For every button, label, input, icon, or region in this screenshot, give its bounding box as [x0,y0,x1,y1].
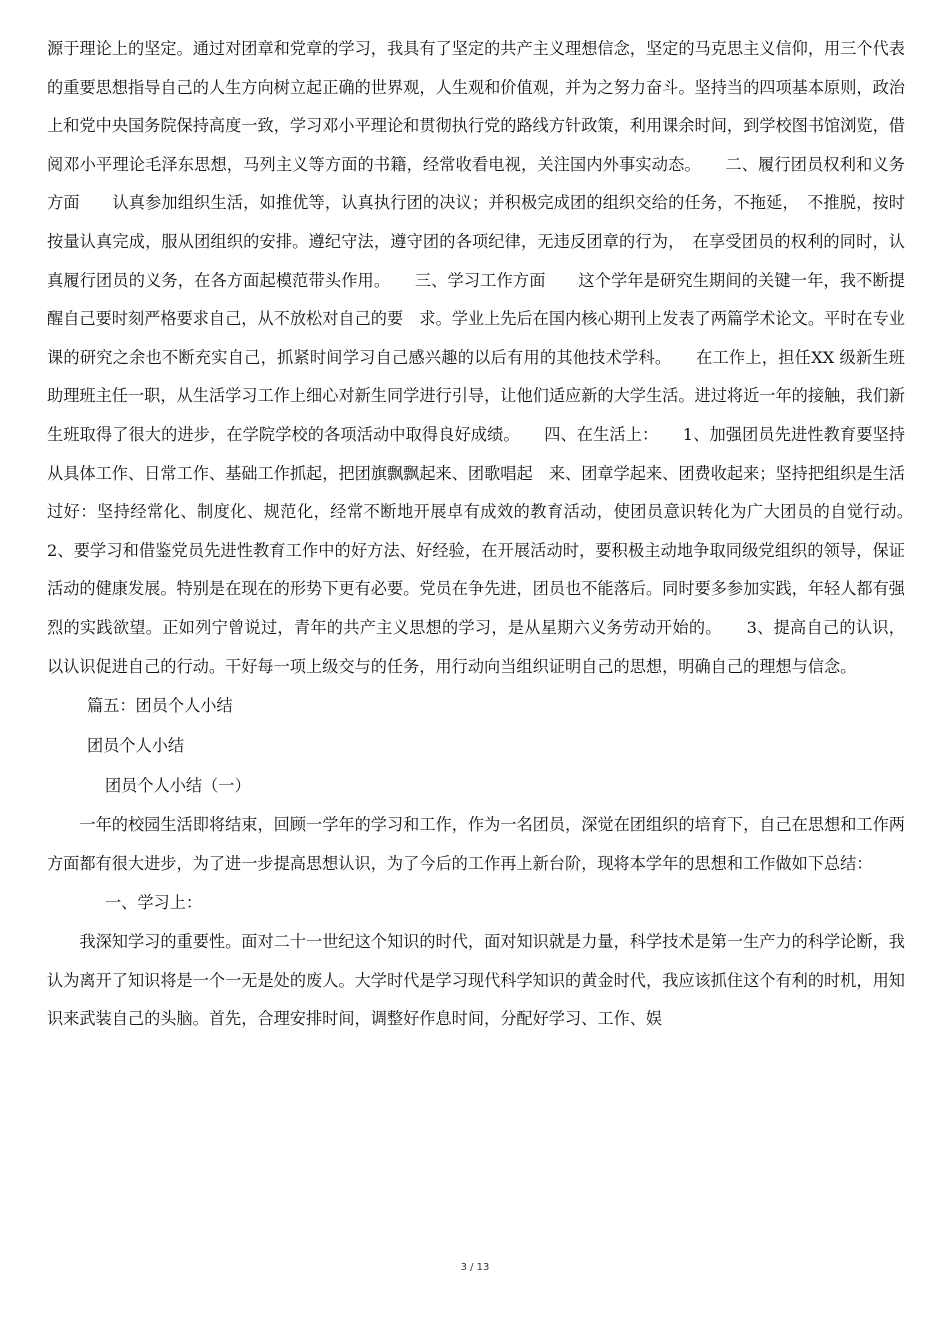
study-heading: 一、学习上： [105,893,203,913]
body-paragraph: 源于理论上的坚定。通过对团章和党章的学习，我具有了坚定的共产主义理想信念，坚定的马克思主义信仰，用三个代表的重要思想指导自己的人生方向树立起正确的世界观，人生观和价值观，并为之努力奋斗。坚持当的四项基本原则，政治上和党中央国务院保持高度一致，学习邓小平理论和贯彻执行党的路线方针政策，利用课余时间，到学校图书馆浏览，借阅邓小平理论毛泽东思想，马列主义等方面的书籍，经常收看电视，关注国内外事实动态。 二、履行团员权利和义务方面 认真参加组织生活，如推优等，认真执行团的决议；并积极完成团的组织交给的任务，不拖延， 不推脱，按时按量认真完成，服从团组织的安排。遵纪守法，遵守团的各项纪律，无违反团章的行为， 在享受团员的权利的同时，认真履行团员的义务，在各方面起模范带头作用。 三、学习工作方面 这个学年是研究生期间的关键一年，我不断提醒自己要时刻严格要求自己，从不放松对自己的要 求。学业上先后在国内核心期刊上发表了两篇学术论文。平时在专业课的研究之余也不断充实自己，抓紧时间学习自己感兴趣的以后有用的其他技术学科。 在工作上，担任XX 级新生班助理班主任一职，从生活学习工作上细心对新生同学进行引导，让他们适应新的大学生活。进过将近一年的接触，我们新生班取得了很大的进步，在学院学校的各项活动中取得良好成绩。 四、在生活上： 1、加强团员先进性教育要坚持从具体工作、日常工作、基础工作抓起，把团旗飘飘起来、团歌唱起 来、团章学起来、团费收起来；坚持把组织是生活过好：坚持经常化、制度化、规范化，经常不断地开展卓有成效的教育活动，使团员意识转化为广大团员的自觉行动。 2、要学习和借鉴党员先进性教育工作中的好方法、好经验，在开展活动时，要积极主动地争取同级党组织的领导，保证活动的健康发展。特别是在现在的形势下更有必要。党员在争先进，团员也不能落后。同时要多参加实践，年轻人都有强烈的实践欲望。正如列宁曾说过，青年的共产主义思想的学习，是从星期六义务劳动开始的。 3、提高自己的认识，以认识促进自己的行动。干好每一项上级交与的任务，用行动向当组织证明自己的思想，明确自己的理想与信念。 [47,39,938,676]
document-page [47,30,938,1039]
page-number: 3 / 13 [460,1262,490,1273]
subsection-title: 团员个人小结（一） [105,776,251,796]
intro-paragraph: 一年的校园生活即将结束，回顾一学年的学习和工作，作为一名团员，深觉在团组织的培育下，自己在思想和工作两方面都有很大进步，为了进一步提高思想认识，为了今后的工作再上新台阶，现将本学年的思想和工作做如下总结： [47,815,905,873]
document-title: 团员个人小结 [87,736,185,756]
section-title: 篇五：团员个人小结 [87,696,233,716]
study-paragraph: 我深知学习的重要性。面对二十一世纪这个知识的时代，面对知识就是力量，科学技术是第一生产力的科学论断，我认为离开了知识将是一个一无是处的废人。大学时代是学习现代科学知识的黄金时代，我应该抓住这个有利的时机，用知识来武装自己的头脑。首先，合理安排时间，调整好作息时间，分配好学习、工作、娱 [47,932,905,1029]
